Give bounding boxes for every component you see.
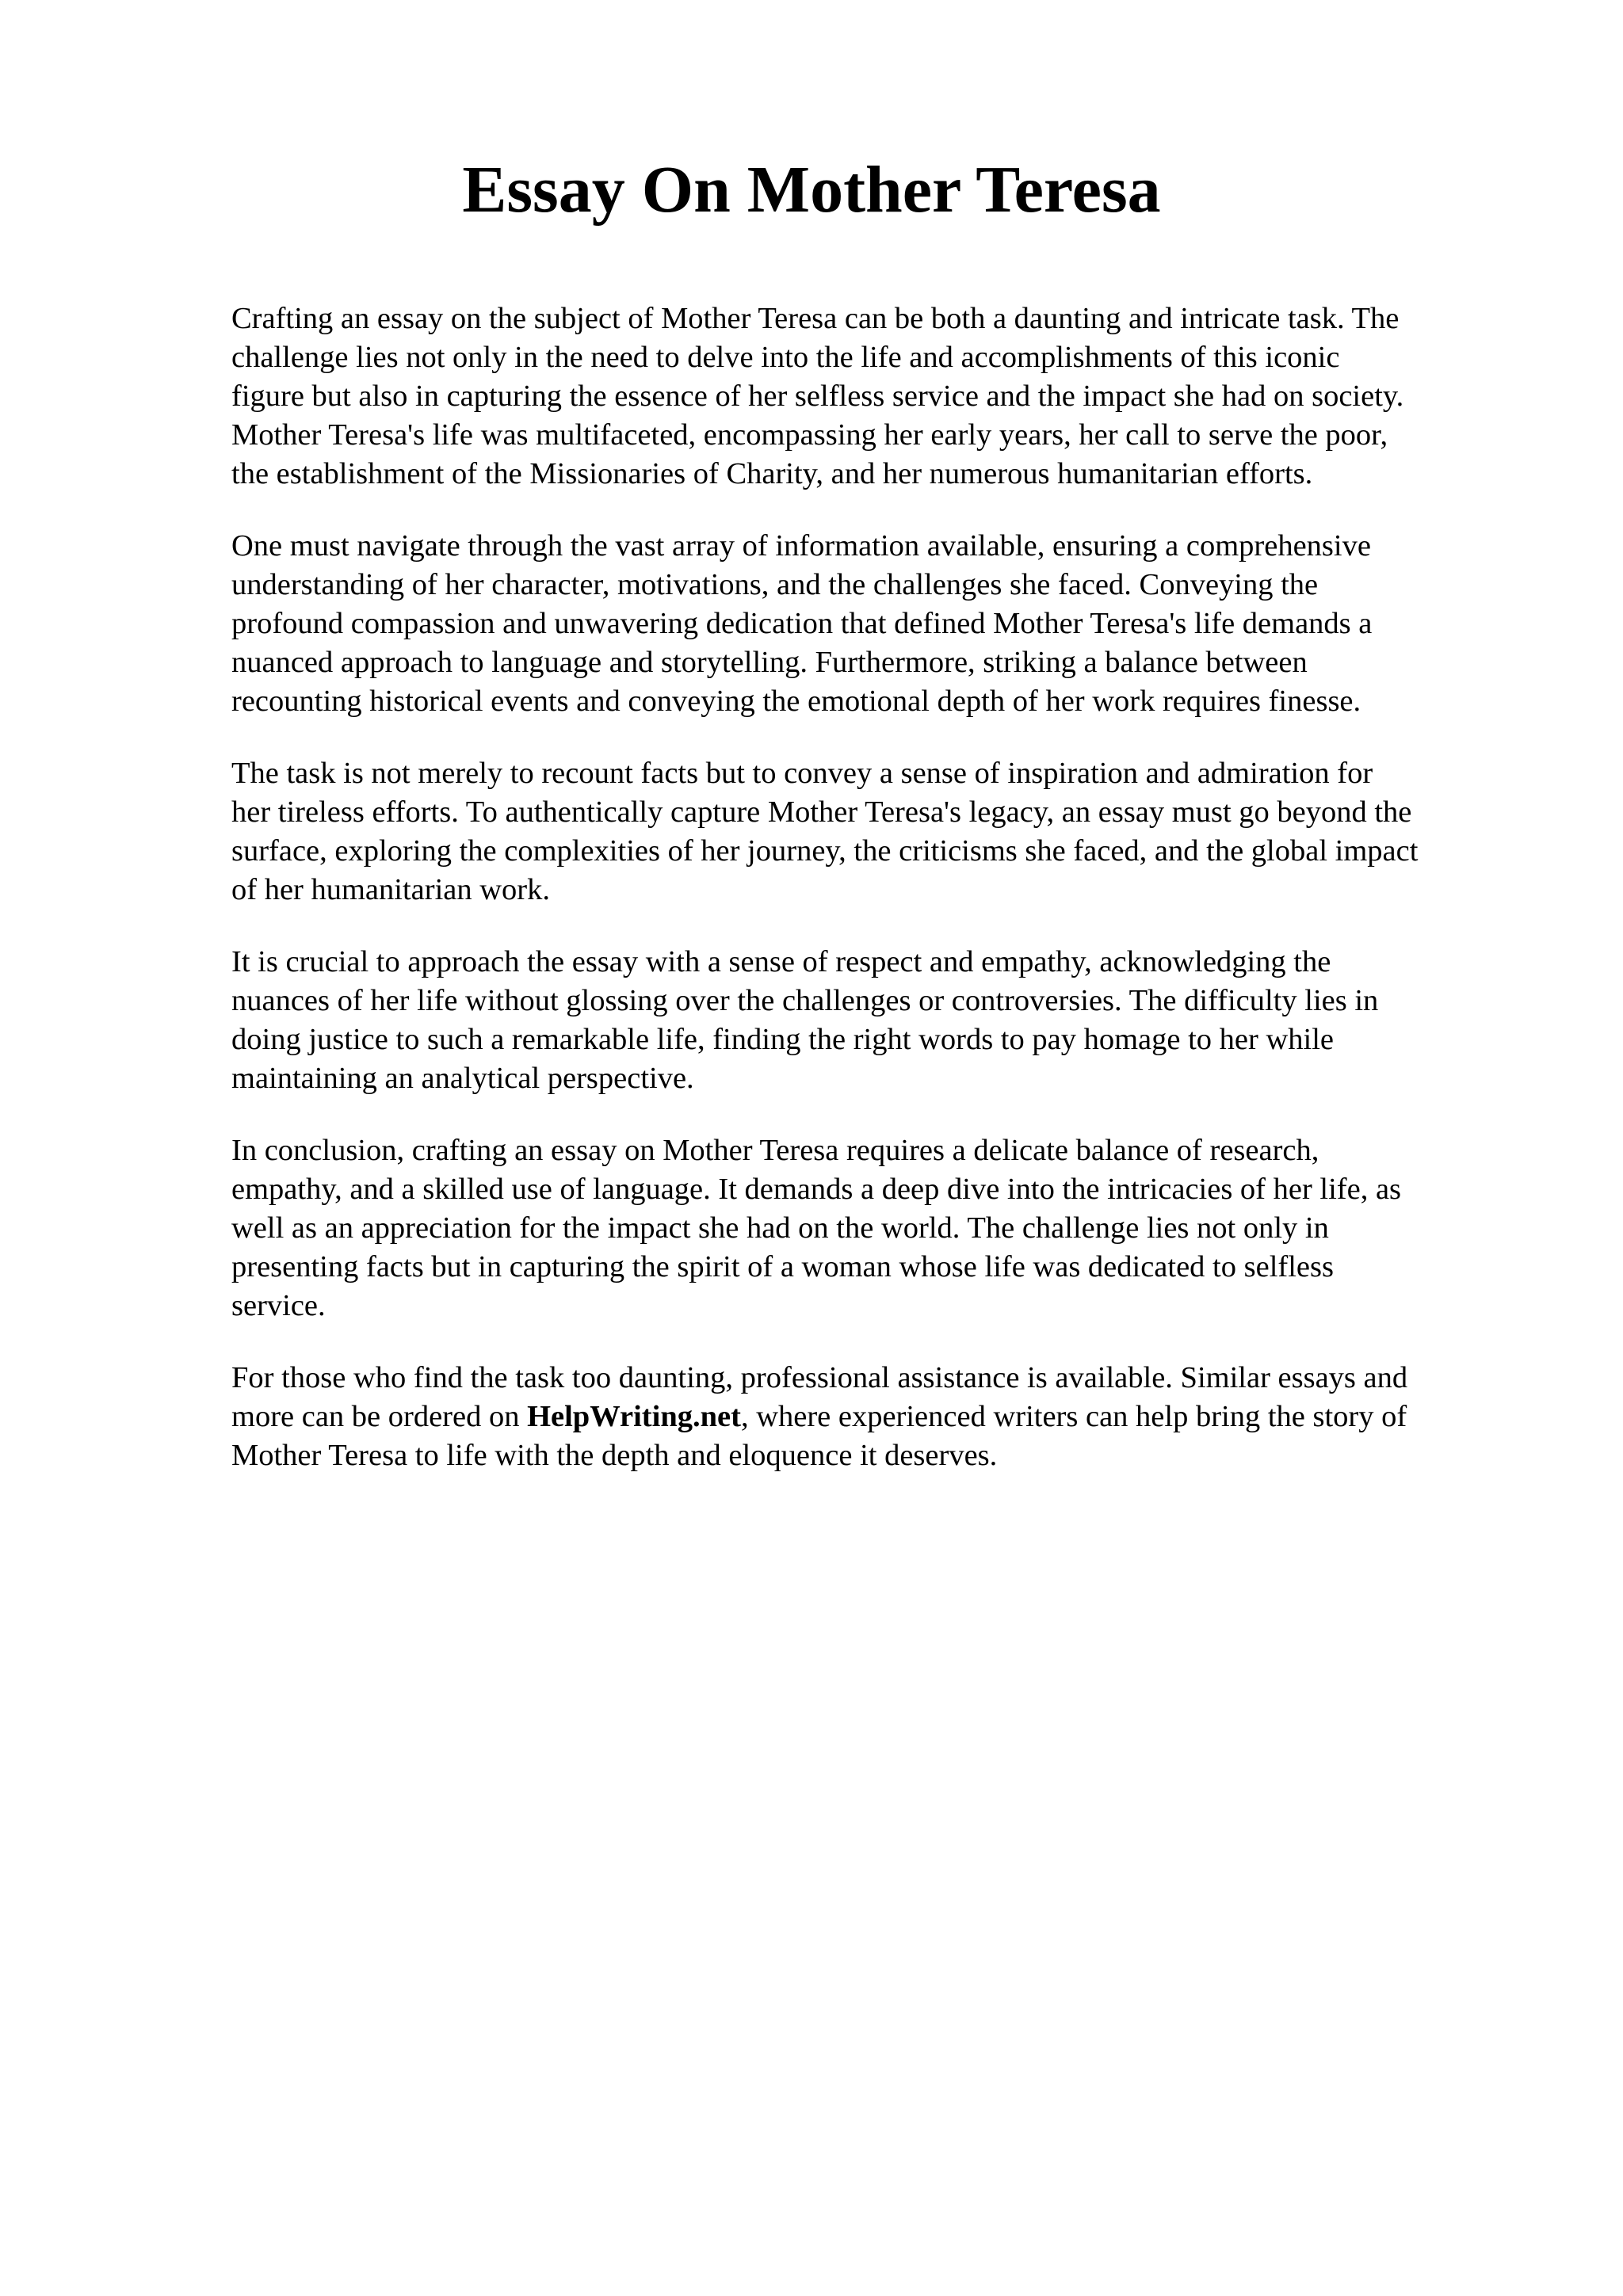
text-line: For those who find the task too daunting, professional assistance is available. Similar essays and (231, 1361, 1408, 1394)
text-segment: more can be ordered on (231, 1400, 528, 1433)
text-line: presenting facts but in capturing the spirit of a woman whose life was dedicated to selfless (231, 1250, 1334, 1283)
paragraph-3 (231, 754, 1515, 910)
text-line: The task is not merely to recount facts but to convey a sense of inspiration and admiration for (231, 757, 1373, 790)
text-line: nuances of her life without glossing over the challenges or controversies. The difficulty lies in (231, 984, 1379, 1017)
text-line: maintaining an analytical perspective. (231, 1062, 694, 1095)
text-line: It is crucial to approach the essay with a sense of respect and empathy, acknowledging the (231, 945, 1331, 978)
text-segment: , where experienced writers can help bring the story of (740, 1400, 1407, 1433)
paragraph-2 (231, 527, 1515, 721)
paragraph-5 (231, 1131, 1515, 1325)
text-line: challenge lies not only in the need to delve into the life and accomplishments of this iconic (231, 341, 1340, 374)
text-line: Crafting an essay on the subject of Mother Teresa can be both a daunting and intricate task. The (231, 302, 1400, 335)
text-line: well as an appreciation for the impact she had on the world. The challenge lies not only in (231, 1211, 1329, 1245)
text-line: figure but also in capturing the essence of her selfless service and the impact she had on society. (231, 379, 1404, 413)
text-line: service. (231, 1289, 326, 1322)
paragraph-4 (231, 943, 1515, 1098)
text-line: Mother Teresa to life with the depth and eloquence it deserves. (231, 1439, 998, 1472)
text-line-with-brand (231, 1398, 1515, 1436)
essay-body (231, 299, 1515, 1508)
text-line: her tireless efforts. To authentically capture Mother Teresa's legacy, an essay must go beyond the (231, 795, 1412, 829)
text-line: recounting historical events and conveying the emotional depth of her work requires finesse. (231, 685, 1361, 718)
text-line: nuanced approach to language and storytelling. Furthermore, striking a balance between (231, 646, 1308, 679)
text-line: the establishment of the Missionaries of Charity, and her numerous humanitarian efforts. (231, 457, 1313, 490)
text-line: profound compassion and unwavering dedication that defined Mother Teresa's life demands a (231, 607, 1373, 640)
brand-name: HelpWriting.net (527, 1400, 741, 1433)
text-line: surface, exploring the complexities of her journey, the criticisms she faced, and the global impact (231, 834, 1419, 868)
text-line: One must navigate through the vast array of information available, ensuring a comprehensive (231, 529, 1371, 563)
text-line: of her humanitarian work. (231, 873, 550, 906)
paragraph-1 (231, 299, 1515, 494)
text-line: Mother Teresa's life was multifaceted, encompassing her early years, her call to serve the poor, (231, 418, 1388, 452)
page-title: Essay On Mother Teresa (462, 153, 1161, 227)
paragraph-6 (231, 1359, 1515, 1475)
text-line: empathy, and a skilled use of language. It demands a deep dive into the intricacies of her life, as (231, 1173, 1402, 1206)
text-line: In conclusion, crafting an essay on Mother Teresa requires a delicate balance of research, (231, 1134, 1319, 1167)
text-line: understanding of her character, motivations, and the challenges she faced. Conveying the (231, 568, 1319, 601)
text-line: doing justice to such a remarkable life, finding the right words to pay homage to her while (231, 1023, 1334, 1056)
